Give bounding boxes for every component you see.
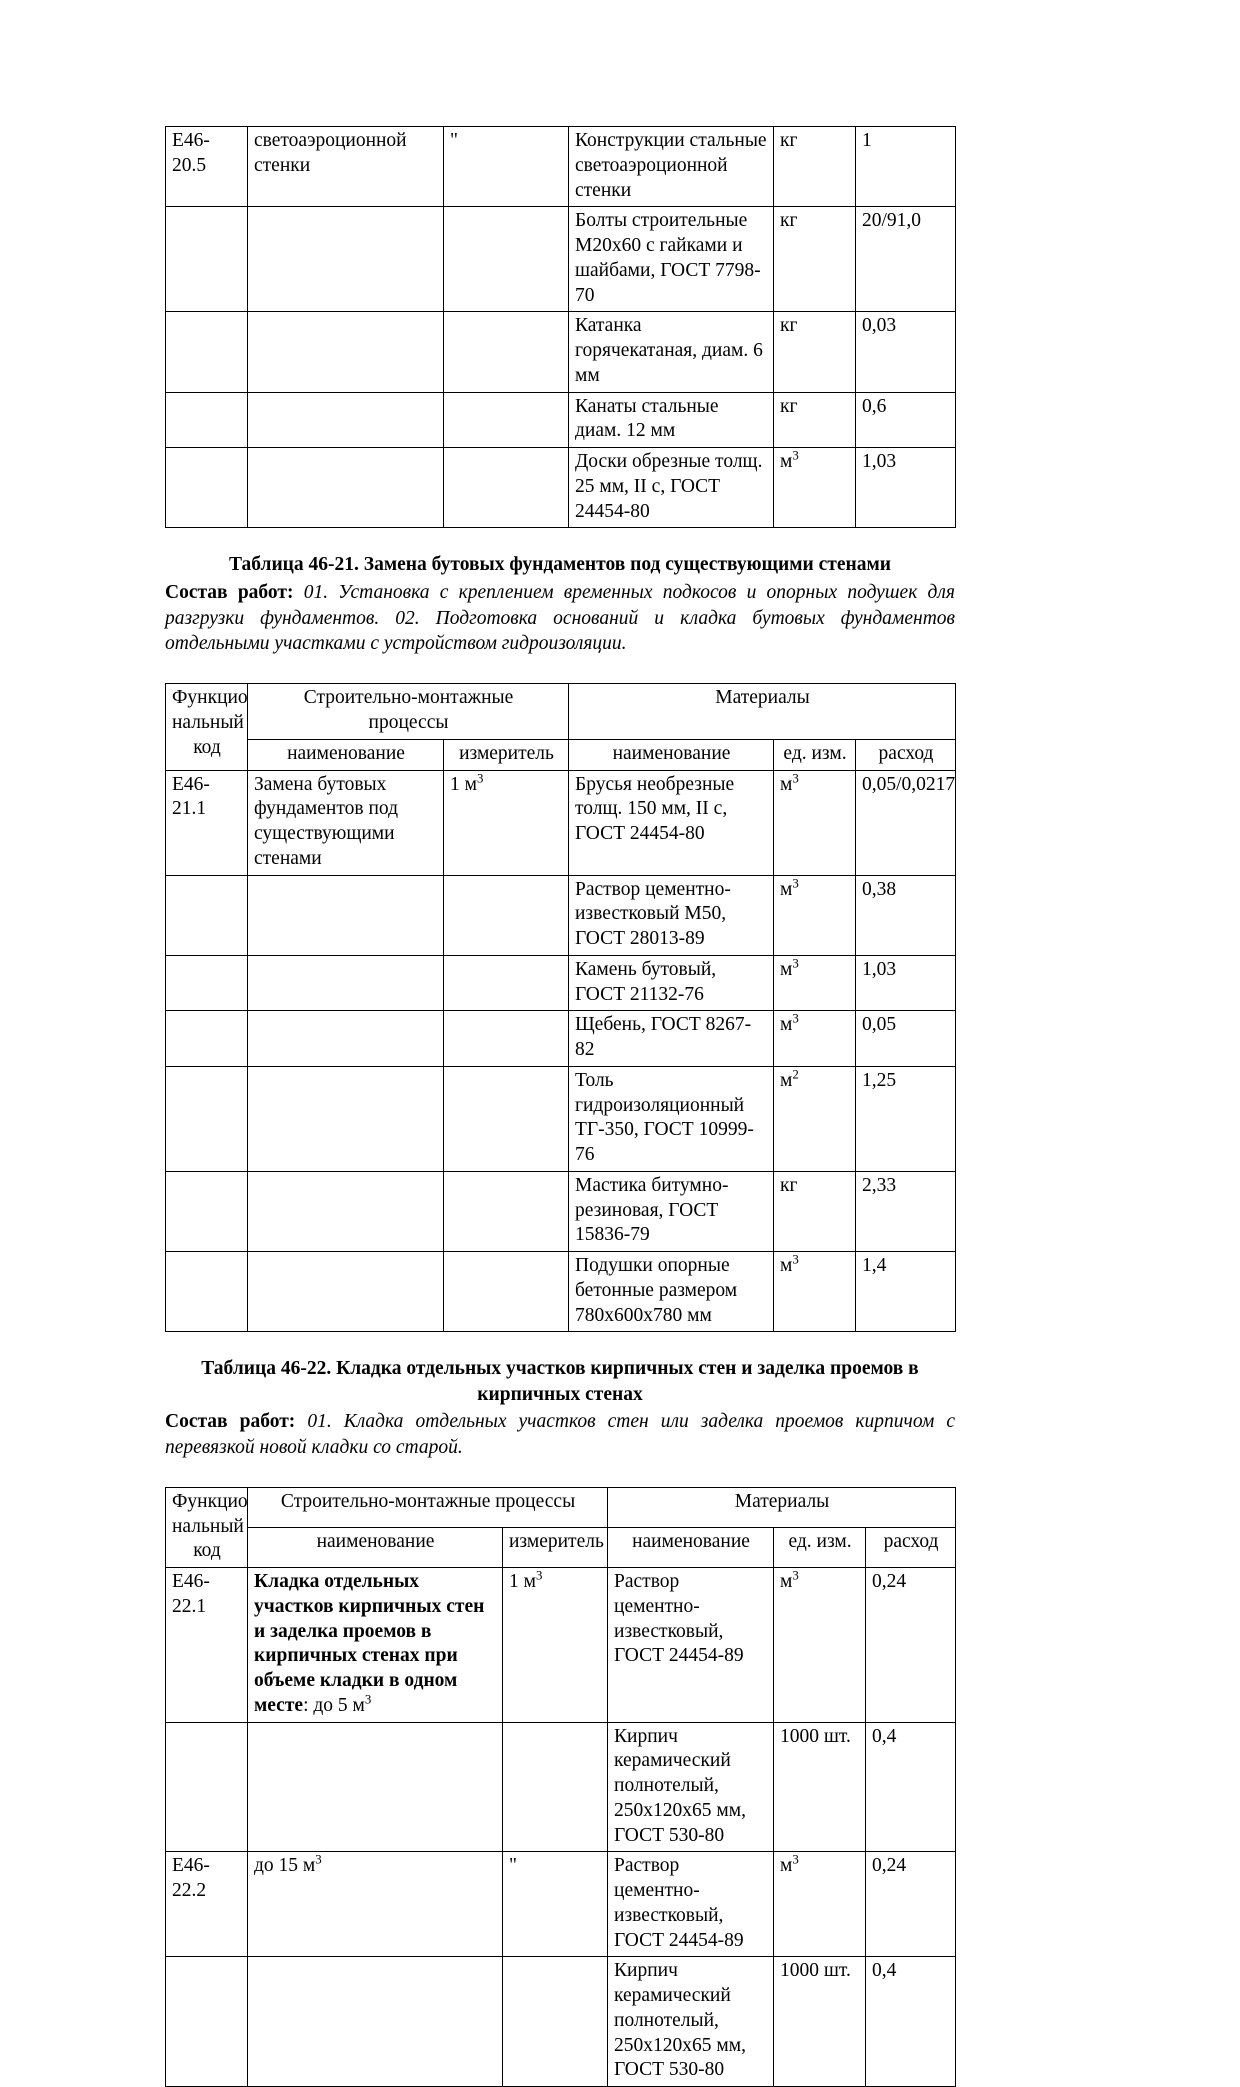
cell-code: E46-20.5 — [166, 127, 248, 207]
header-code — [166, 1487, 248, 1567]
header-unit: ед. изм. — [774, 1528, 866, 1568]
table-row — [166, 770, 956, 875]
header-code-line2: нальный — [172, 712, 244, 734]
table-row — [166, 1852, 956, 1957]
cell-unit — [774, 392, 856, 448]
unit-text: м — [780, 878, 793, 900]
header-row-sub — [166, 1528, 956, 1568]
cell-code — [166, 448, 248, 528]
cell-rate: 2,33 — [856, 1171, 956, 1251]
cell-meter — [444, 875, 569, 955]
header-code — [166, 684, 248, 770]
unit-text: м — [780, 451, 793, 472]
cell-rate: 0,24 — [866, 1852, 956, 1957]
unit-text: м — [780, 1069, 793, 1091]
cell-code — [166, 1957, 248, 2087]
cell-meter — [503, 1852, 608, 1957]
sostav-text: 01. Установка с креплением временных подкосов и опорных подушек для разгрузки фундаментов. 02. Подготовка оснований и кладка бутовых фундаментов отдельными участками с устройством гидроизоляции. — [165, 581, 955, 655]
header-materials: Материалы — [569, 684, 956, 740]
unit-sup: 3 — [792, 876, 799, 891]
cell-code — [166, 207, 248, 312]
cell-rate: 0,05/0,0217 — [856, 770, 956, 875]
cell-rate: 20/91,0 — [856, 207, 956, 312]
table-row — [166, 955, 956, 1011]
cell-code: E46-21.1 — [166, 770, 248, 875]
header-code-line3: код — [193, 736, 221, 758]
cell-material: Раствор цементно-известковый, ГОСТ 24454-89 — [608, 1568, 774, 1723]
cell-process-name — [248, 1171, 444, 1251]
unit-sup: 2 — [792, 1067, 799, 1082]
meter-sup: 3 — [535, 1568, 543, 1583]
table-21-caption: Таблица 46-21. Замена бутовых фундаментов под существующими стенами — [228, 554, 892, 576]
unit-text: 1000 шт. — [780, 1960, 851, 1982]
header-code-line1: Функцио — [172, 1490, 248, 1512]
unit-text: м — [780, 958, 793, 980]
table-22-spacer — [165, 1487, 955, 2087]
table-row — [166, 1011, 956, 1067]
cell-process-name — [248, 1957, 503, 2087]
cell-meter — [503, 1568, 608, 1723]
header-meter: измеритель — [444, 739, 569, 770]
meter-text: 1 м — [450, 773, 477, 795]
table-22-sostav — [165, 1409, 955, 1461]
cell-meter — [444, 207, 569, 312]
table-body — [166, 1568, 956, 2087]
cell-material: Брусья необрезные толщ. 150 мм, II с, ГОСТ 24454-80 — [569, 770, 774, 875]
unit-text: м — [780, 1855, 793, 1877]
cell-process-name — [248, 1011, 444, 1067]
unit-sup: 3 — [792, 1011, 799, 1026]
cell-rate: 1,03 — [856, 448, 956, 528]
header-material-name: наименование — [608, 1528, 774, 1568]
cell-unit — [774, 312, 856, 392]
cell-meter — [444, 1011, 569, 1067]
cell-process-name — [248, 1722, 503, 1852]
cell-code — [166, 1171, 248, 1251]
cell-meter — [444, 1171, 569, 1251]
cell-process-name — [248, 312, 444, 392]
cell-rate: 0,4 — [866, 1957, 956, 2087]
cell-unit — [774, 955, 856, 1011]
cell-code — [166, 392, 248, 448]
cell-meter — [503, 1722, 608, 1852]
cell-process-name: Замена бутовых фундаментов под существующими стенами — [248, 770, 444, 875]
table-row — [166, 1066, 956, 1171]
table-row — [166, 875, 956, 955]
unit-sup: 3 — [792, 1852, 799, 1867]
cell-unit — [774, 448, 856, 528]
header-processes — [248, 684, 569, 740]
cell-meter — [444, 392, 569, 448]
header-row-sub — [166, 739, 956, 770]
header-processes-line1: Строительно-монтажные — [303, 687, 514, 709]
sostav-label: Состав работ: — [165, 1411, 296, 1433]
cell-meter — [444, 448, 569, 528]
sostav-text: 01. Кладка отдельных участков стен или заделка проемов кирпичом с перевязкой новой кладки со старой. — [165, 1411, 955, 1458]
header-unit: ед. изм. — [774, 739, 856, 770]
cell-unit — [774, 1252, 856, 1332]
unit-sup: 3 — [792, 1568, 799, 1583]
cell-rate: 0,03 — [856, 312, 956, 392]
table-row — [166, 127, 956, 207]
page-content — [165, 126, 955, 2087]
table-header — [166, 1487, 956, 1567]
header-process-name: наименование — [248, 739, 444, 770]
cell-meter — [503, 1957, 608, 2087]
cell-meter — [444, 312, 569, 392]
cell-code — [166, 312, 248, 392]
header-code-line3: код — [193, 1540, 221, 1562]
cell-process-name — [248, 875, 444, 955]
cell-rate: 1,03 — [856, 955, 956, 1011]
unit-text: кг — [780, 315, 798, 337]
header-rate: расход — [866, 1528, 956, 1568]
process-tail: : до 5 м — [303, 1694, 365, 1716]
unit-sup: 3 — [792, 448, 799, 463]
process-tail-sup: 3 — [364, 1692, 372, 1707]
cell-material: Камень бутовый, ГОСТ 21132-76 — [569, 955, 774, 1011]
cell-code: E46-22.2 — [166, 1852, 248, 1957]
table-row — [166, 207, 956, 312]
cell-unit — [774, 127, 856, 207]
cell-material: Подушки опорные бетонные размером 780х600х780 мм — [569, 1252, 774, 1332]
unit-sup: 3 — [792, 956, 799, 971]
cell-process-name — [248, 955, 444, 1011]
cell-process-name — [248, 1852, 503, 1957]
header-meter: измеритель — [503, 1528, 608, 1568]
unit-text: кг — [780, 210, 798, 232]
header-processes-line2: процессы — [368, 712, 449, 734]
table-header — [166, 684, 956, 770]
table-row — [166, 1171, 956, 1251]
table-46-20-continued — [165, 126, 956, 528]
cell-unit — [774, 1066, 856, 1171]
cell-rate: 1 — [856, 127, 956, 207]
header-code-line2: нальный — [172, 1515, 244, 1537]
sostav-label: Состав работ: — [165, 581, 294, 603]
cell-unit — [774, 1722, 866, 1852]
unit-text: 1000 шт. — [780, 1725, 851, 1747]
table-row — [166, 392, 956, 448]
cell-material: Щебень, ГОСТ 8267-82 — [569, 1011, 774, 1067]
cell-rate: 1,4 — [856, 1252, 956, 1332]
table-22-caption-line2: кирпичных стенах — [477, 1383, 643, 1405]
cell-rate: 0,24 — [866, 1568, 956, 1723]
cell-process-name — [248, 207, 444, 312]
cell-rate: 0,38 — [856, 875, 956, 955]
unit-text: м — [780, 1014, 793, 1036]
cell-code — [166, 1066, 248, 1171]
cell-meter — [444, 955, 569, 1011]
cell-material: Толь гидроизоляционный ТГ-350, ГОСТ 10999-76 — [569, 1066, 774, 1171]
unit-text: м — [780, 1255, 793, 1277]
header-materials: Материалы — [608, 1487, 956, 1527]
cell-material: Конструкции стальные светоаэроционной стенки — [569, 127, 774, 207]
cell-unit — [774, 1568, 866, 1723]
process-bold: Кладка отдельных участков кирпичных стен и заделка проемов в кирпичных стенах при объеме кладки в одном месте — [254, 1571, 485, 1716]
cell-material: Болты строительные М20х60 с гайками и шайбами, ГОСТ 7798-70 — [569, 207, 774, 312]
table-row — [166, 1568, 956, 1723]
cell-unit — [774, 207, 856, 312]
cell-process-name — [248, 448, 444, 528]
meter-sup: 3 — [476, 771, 484, 786]
cell-material: Раствор цементно-известковый М50, ГОСТ 28013-89 — [569, 875, 774, 955]
table-21-sostav — [165, 580, 955, 658]
cell-material: Кирпич керамический полнотелый, 250х120х65 мм, ГОСТ 530-80 — [608, 1722, 774, 1852]
cell-unit — [774, 1852, 866, 1957]
process-tail-sup: 3 — [315, 1852, 322, 1867]
cell-meter — [444, 1252, 569, 1332]
cell-code — [166, 1011, 248, 1067]
cell-code — [166, 1252, 248, 1332]
cell-unit — [774, 1957, 866, 2087]
cell-process-name — [248, 1568, 503, 1723]
cell-process-name — [248, 392, 444, 448]
unit-sup: 3 — [792, 771, 799, 786]
table-row — [166, 1722, 956, 1852]
cell-rate: 0,05 — [856, 1011, 956, 1067]
cell-material: Канаты стальные диам. 12 мм — [569, 392, 774, 448]
table-22-caption-line1: Таблица 46-22. Кладка отдельных участков кирпичных стен и заделка проемов в — [201, 1358, 919, 1380]
cell-code: E46-22.1 — [166, 1568, 248, 1723]
cell-rate: 0,6 — [856, 392, 956, 448]
cell-code — [166, 1722, 248, 1852]
cell-unit — [774, 770, 856, 875]
cell-material: Катанка горячекатаная, диам. 6 мм — [569, 312, 774, 392]
cell-material: Раствор цементно-известковый, ГОСТ 24454-89 — [608, 1852, 774, 1957]
table-body — [166, 127, 956, 528]
header-row-group — [166, 684, 956, 740]
table-21-spacer — [165, 683, 955, 1332]
header-process-name: наименование — [248, 1528, 503, 1568]
table-body — [166, 770, 956, 1332]
meter-text: 1 м — [509, 1571, 536, 1593]
cell-material: Мастика битумно-резиновая, ГОСТ 15836-79 — [569, 1171, 774, 1251]
table-row — [166, 448, 956, 528]
cell-code — [166, 955, 248, 1011]
cell-material: Кирпич керамический полнотелый, 250х120х65 мм, ГОСТ 530-80 — [608, 1957, 774, 2087]
cell-unit — [774, 1011, 856, 1067]
unit-text: кг — [780, 1174, 798, 1196]
table-46-21 — [165, 683, 956, 1332]
cell-process-name — [248, 1252, 444, 1332]
header-processes: Строительно-монтажные процессы — [248, 1487, 608, 1527]
unit-text: кг — [780, 395, 798, 417]
cell-rate: 0,4 — [866, 1722, 956, 1852]
table-row — [166, 1252, 956, 1332]
cell-unit — [774, 1171, 856, 1251]
cell-process-name: светоаэроционной стенки — [248, 127, 444, 207]
cell-process-name — [248, 1066, 444, 1171]
cell-meter — [444, 770, 569, 875]
table-row — [166, 312, 956, 392]
cell-rate: 1,25 — [856, 1066, 956, 1171]
header-row-group — [166, 1487, 956, 1527]
cell-code — [166, 875, 248, 955]
process-tail: до 15 м — [254, 1855, 316, 1877]
unit-text: м — [780, 773, 793, 795]
cell-meter: " — [444, 127, 569, 207]
table-46-22 — [165, 1487, 956, 2087]
header-material-name: наименование — [569, 739, 774, 770]
header-rate: расход — [856, 739, 956, 770]
cell-material: Доски обрезные толщ. 25 мм, II с, ГОСТ 24454-80 — [569, 448, 774, 528]
table-row — [166, 1957, 956, 2087]
table-22-caption — [165, 1356, 955, 1407]
unit-sup: 3 — [792, 1252, 799, 1267]
cell-meter — [444, 1066, 569, 1171]
meter-text: " — [509, 1855, 517, 1877]
unit-text: кг — [780, 130, 798, 151]
unit-text: м — [780, 1571, 793, 1593]
cell-unit — [774, 875, 856, 955]
header-code-line1: Функцио — [172, 687, 248, 709]
